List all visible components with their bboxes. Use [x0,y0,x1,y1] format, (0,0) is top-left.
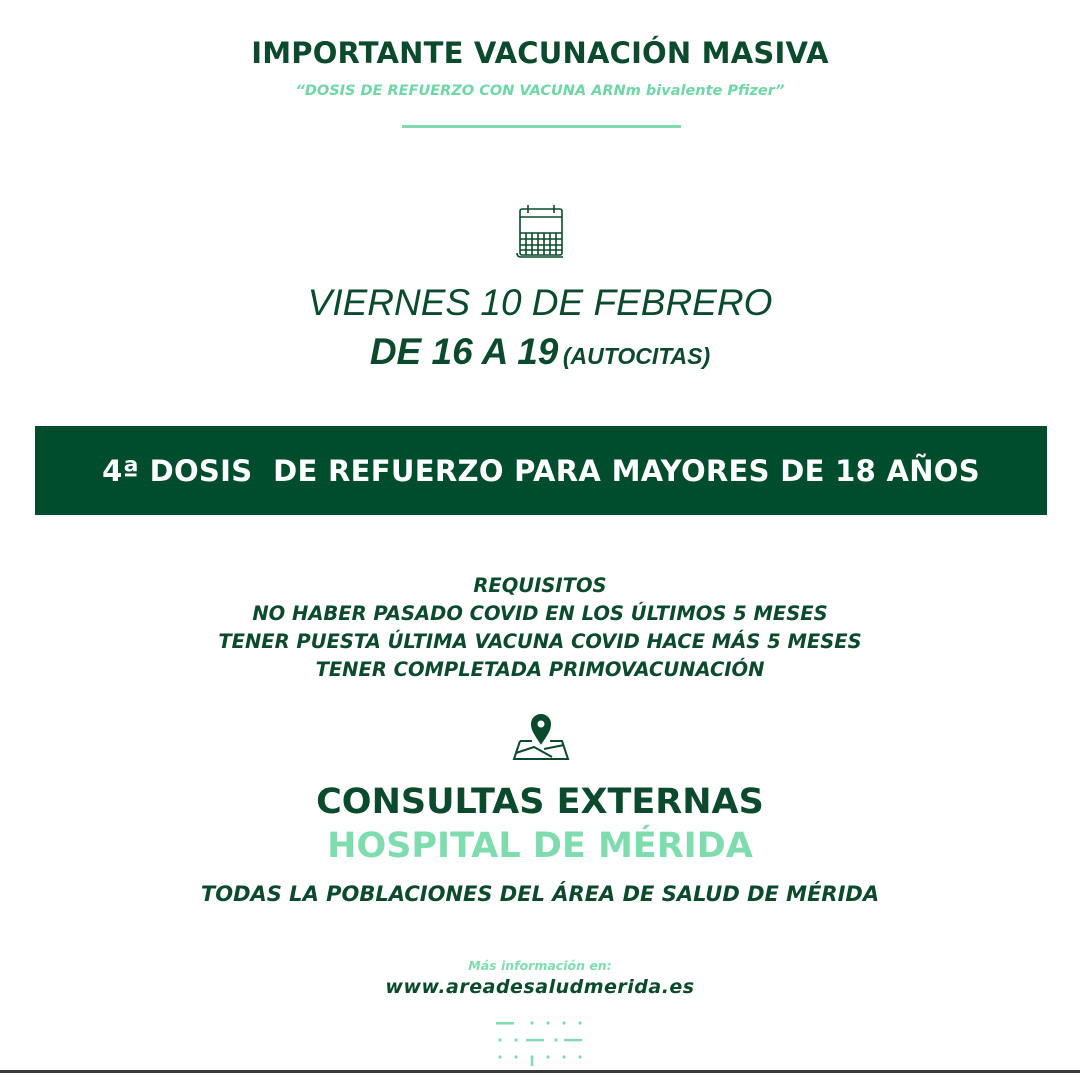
requirement-item: TENER PUESTA ÚLTIMA VACUNA COVID HACE MÁS 5 MESES [218,630,862,653]
event-hours: DE 16 A 19 [369,331,559,372]
dots-logo-icon [494,1018,590,1066]
calendar-icon [515,203,567,259]
website-link[interactable]: www.areadesaludmerida.es [385,976,695,998]
requirement-item: TENER COMPLETADA PRIMOVACUNACIÓN [315,658,765,681]
dose-banner-text: 4ª DOSIS DE REFUERZO PARA MAYORES DE 18 AÑOS [102,453,980,488]
location-line-1: CONSULTAS EXTERNAS [316,782,764,822]
location-area: TODAS LA POBLACIONES DEL ÁREA DE SALUD DE MÉRIDA [200,882,880,906]
poster-subtitle: “DOSIS DE REFUERZO CON VACUNA ARNm bivalente Pfizer” [295,83,785,99]
divider [402,125,681,128]
more-info-label: Más información en: [468,958,612,973]
location-line-2: HOSPITAL DE MÉRIDA [327,826,753,866]
event-time [0,331,1080,373]
poster-title: IMPORTANTE VACUNACIÓN MASIVA [251,36,829,70]
event-date: VIERNES 10 DE FEBRERO [307,282,773,323]
event-note: (AUTOCITAS) [562,343,711,369]
requirement-item: NO HABER PASADO COVID EN LOS ÚLTIMOS 5 MESES [252,602,828,625]
requirements-heading: REQUISITOS [473,574,607,597]
bottom-border [0,1070,1080,1073]
map-pin-icon [512,711,570,761]
dose-banner [35,426,1047,515]
